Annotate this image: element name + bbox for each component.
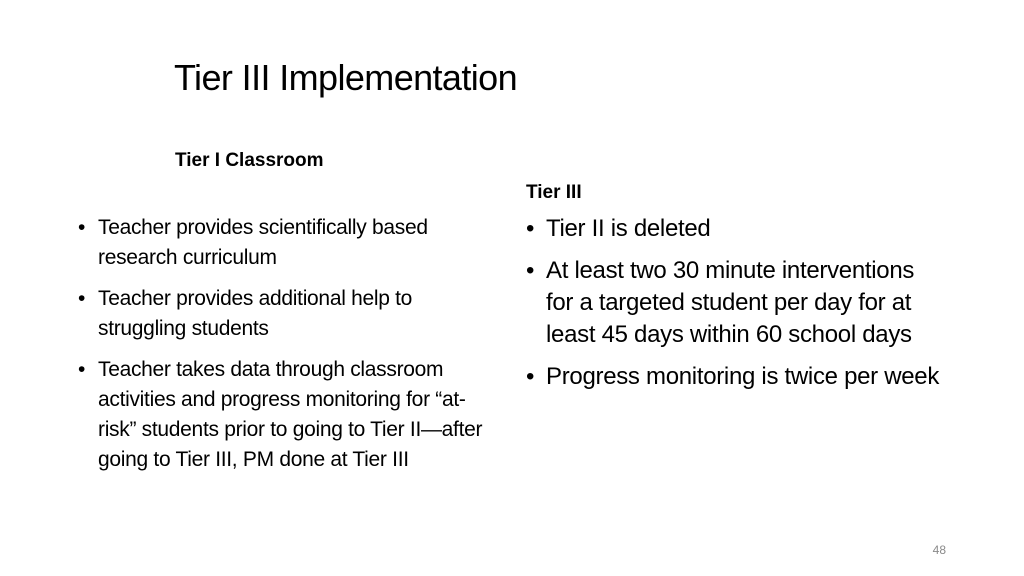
left-column-heading: Tier I Classroom (175, 150, 324, 171)
bullet-icon: • (526, 363, 535, 390)
bullet-text: At least two 30 minute interventions for a targeted student per day for at least 45 days within 60 school days (546, 257, 915, 348)
bullet-icon: • (78, 287, 86, 310)
bullet-text: Progress monitoring is twice per week (546, 363, 940, 390)
bullet-icon: • (526, 257, 535, 284)
right-bullet-list (526, 213, 946, 403)
bullet-icon: • (78, 358, 86, 381)
list-item (526, 255, 946, 351)
bullet-text: Teacher provides additional help to struggling students (98, 287, 413, 340)
bullet-text: Teacher takes data through classroom activities and progress monitoring for “at-risk” students prior to going to Tier II—after going to Tier III, PM done at Tier III (98, 358, 483, 471)
list-item (78, 213, 498, 273)
left-bullet-list (78, 213, 498, 486)
bullet-icon: • (78, 216, 86, 239)
slide-title: Tier III Implementation (174, 57, 518, 98)
bullet-text: Teacher provides scientifically based research curriculum (98, 216, 428, 269)
right-column-heading: Tier III (526, 182, 582, 203)
list-item (78, 284, 498, 344)
bullet-icon: • (526, 215, 535, 242)
list-item (526, 213, 946, 245)
bullet-text: Tier II is deleted (546, 215, 711, 242)
list-item (78, 355, 498, 475)
list-item (526, 361, 946, 393)
page-number: 48 (932, 543, 946, 557)
